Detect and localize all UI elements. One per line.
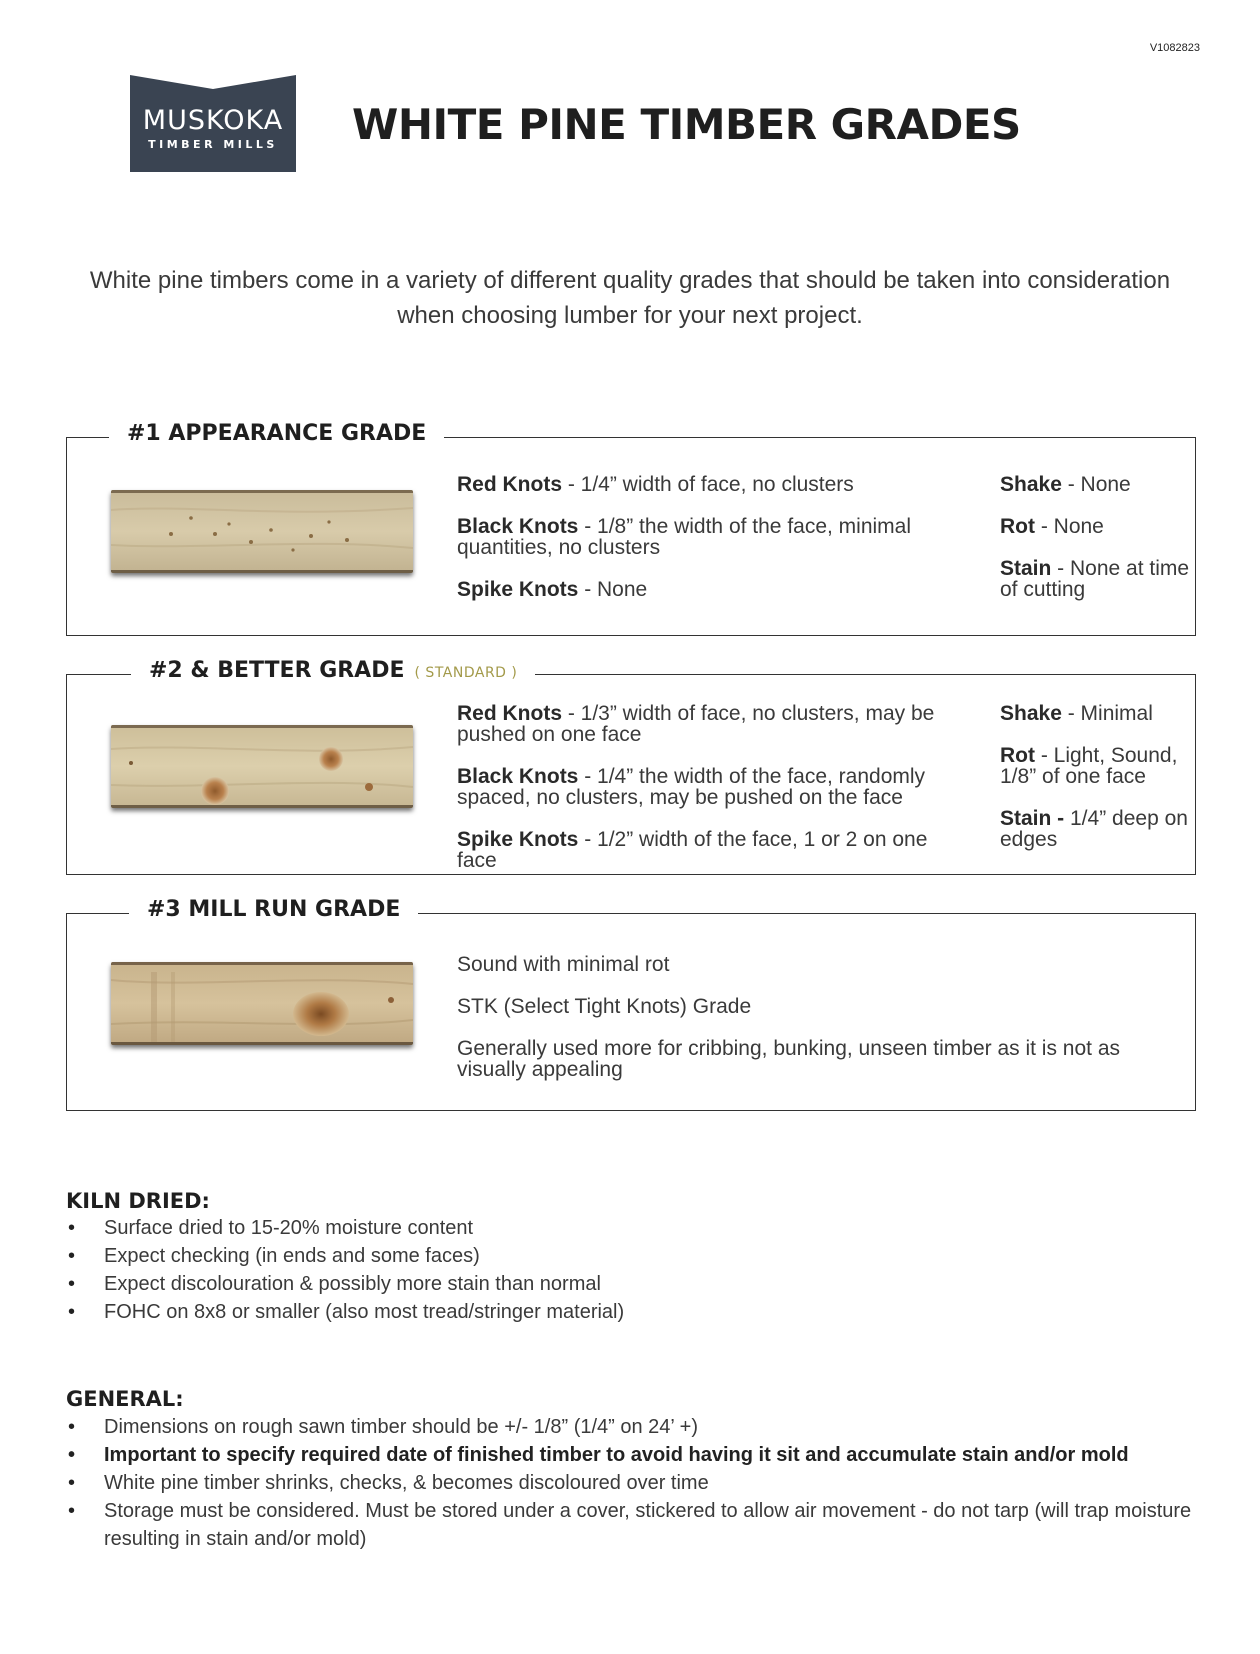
list-item: • White pine timber shrinks, checks, & becomes discoloured over time — [66, 1469, 1206, 1497]
spec-value: - None — [1061, 473, 1131, 496]
spec-label: Red Knots — [457, 473, 562, 496]
spec-label: Black Knots — [457, 765, 579, 788]
spec-value: - None — [1035, 515, 1104, 538]
grade-2-defects-column — [1000, 703, 1192, 871]
spec-value: 1/4” deep on edges — [1000, 807, 1188, 851]
grade-2-title-wrap — [131, 658, 535, 683]
grade-2-wood-image — [111, 725, 413, 808]
spec-label: Shake — [1000, 702, 1062, 725]
grade-1-defects-column — [1000, 474, 1190, 621]
grade-1-stain — [1000, 558, 1190, 600]
grade-2-red-knots — [457, 703, 967, 745]
grade-3-wood-image — [111, 962, 413, 1045]
grade-1-wood-image — [111, 490, 413, 573]
spec-label: Stain — [1000, 557, 1052, 580]
spec-label: Shake — [1000, 473, 1062, 496]
grade-3-description — [457, 954, 1177, 1101]
list-item: • Surface dried to 15-20% moisture content — [66, 1214, 1206, 1242]
list-item: • Storage must be considered. Must be stored under a cover, stickered to allow air movement - do not tarp (will trap moisture resulting in stain and/or mold) — [66, 1497, 1206, 1553]
grade-3-title: #3 MILL RUN GRADE — [129, 897, 418, 922]
general-list — [66, 1413, 1206, 1553]
intro-paragraph: White pine timbers come in a variety of different quality grades that should be taken into consideration when choosing lumber for your next project. — [89, 267, 1171, 329]
grade-1-spike-knots — [457, 579, 917, 600]
grade-3-line-3: Generally used more for cribbing, bunking, unseen timber as it is not as visually appealing — [457, 1037, 1121, 1081]
grade-3-line-1: Sound with minimal rot — [457, 953, 670, 976]
grade-2-shake — [1000, 703, 1192, 724]
list-item: • Dimensions on rough sawn timber should be +/- 1/8” (1/4” on 24’ +) — [66, 1413, 1206, 1441]
grade-1-knots-column — [457, 474, 917, 621]
spec-label: Spike Knots — [457, 578, 579, 601]
list-item: • FOHC on 8x8 or smaller (also most tread/stringer material) — [66, 1298, 1206, 1326]
spec-label: Rot — [1000, 744, 1035, 767]
logo-wordmark: MUSKOKA — [142, 105, 284, 136]
grade-3-box — [66, 897, 1196, 1111]
grade-2-black-knots — [457, 766, 967, 808]
spec-value: - None at time of cutting — [1000, 557, 1190, 601]
grade-1-box — [66, 421, 1196, 636]
page-title: WHITE PINE TIMBER GRADES — [352, 100, 1021, 149]
grade-2-title: #2 & BETTER GRADE — [149, 658, 405, 683]
grade-2-stain — [1000, 808, 1192, 850]
spec-value: - 1/2” width of the face, 1 or 2 on one face — [457, 828, 928, 872]
grade-2-knots-column — [457, 703, 967, 892]
grade-1-red-knots — [457, 474, 917, 495]
spec-value: - Light, Sound, 1/8” of one face — [1000, 744, 1178, 788]
grade-1-rot — [1000, 516, 1190, 537]
spec-value: - 1/8” the width of the face, minimal quantities, no clusters — [457, 515, 912, 559]
spec-label: Red Knots — [457, 702, 562, 725]
spec-value: - 1/3” width of face, no clusters, may be pushed on one face — [457, 702, 935, 746]
spec-label: Black Knots — [457, 515, 579, 538]
company-logo — [130, 75, 296, 172]
general-heading: GENERAL: — [66, 1387, 184, 1411]
grade-2-box — [66, 658, 1196, 875]
spec-value: - 1/4” width of face, no clusters — [562, 473, 854, 496]
spec-value: - Minimal — [1061, 702, 1153, 725]
grade-1-title: #1 APPEARANCE GRADE — [109, 421, 444, 446]
grade-2-spike-knots — [457, 829, 967, 871]
document-version: V1082823 — [1149, 42, 1200, 54]
kiln-dried-list — [66, 1214, 1206, 1326]
spec-value: - None — [578, 578, 648, 601]
list-item-important: • Important to specify required date of finished timber to avoid having it sit and accumulate stain and/or mold — [66, 1441, 1206, 1469]
spec-label: Stain - — [1000, 807, 1065, 830]
kiln-dried-heading: KILN DRIED: — [66, 1189, 210, 1213]
grade-1-black-knots — [457, 516, 917, 558]
spec-label: Rot — [1000, 515, 1035, 538]
list-item: • Expect discolouration & possibly more stain than normal — [66, 1270, 1206, 1298]
grade-3-line-2: STK (Select Tight Knots) Grade — [457, 995, 752, 1018]
grade-2-rot — [1000, 745, 1192, 787]
logo-subtitle: TIMBER MILLS — [148, 138, 278, 151]
grade-1-shake — [1000, 474, 1190, 495]
list-item: • Expect checking (in ends and some faces) — [66, 1242, 1206, 1270]
grade-2-standard-tag: ( STANDARD ) — [414, 665, 518, 681]
spec-value: - 1/4” the width of the face, randomly spaced, no clusters, may be pushed on the face — [457, 765, 926, 809]
spec-label: Spike Knots — [457, 828, 579, 851]
